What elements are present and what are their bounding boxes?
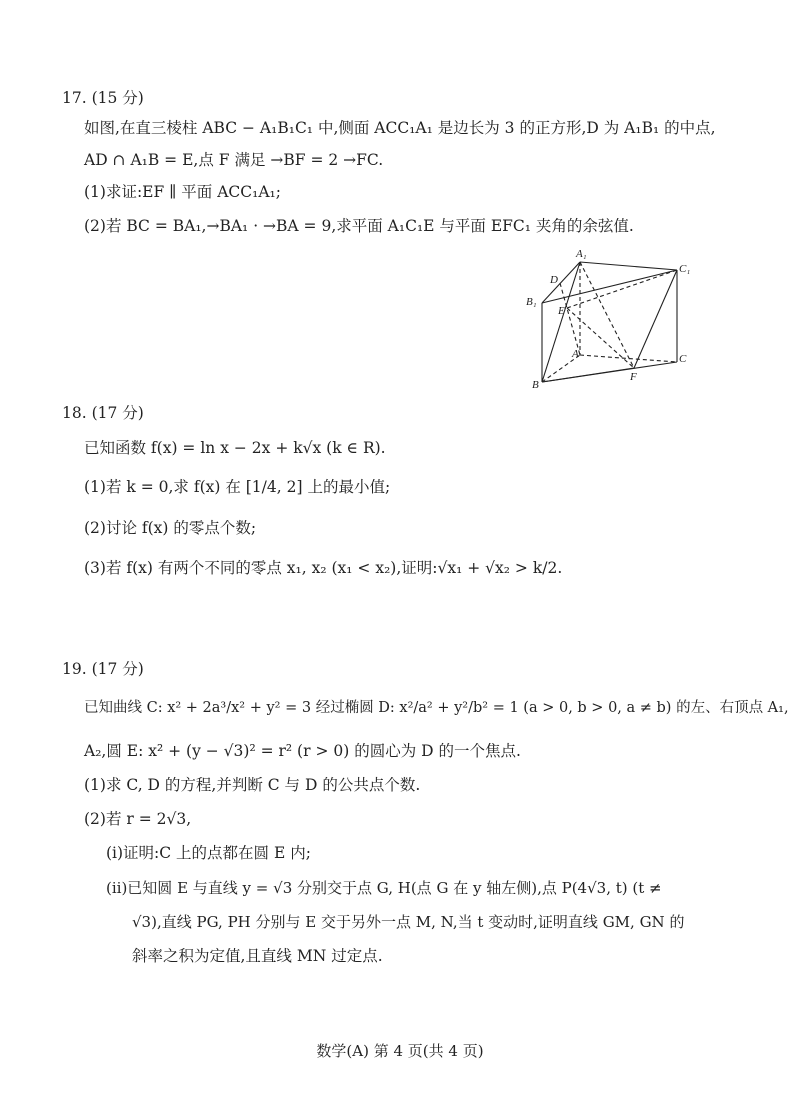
label-C: C [679,353,687,365]
problem-18-header: 18. (17 分) [62,404,144,422]
page-footer: 数学(A) 第 4 页(共 4 页) [316,1042,484,1060]
problem-18-part-1: (1)若 k = 0,求 f(x) 在 [1/4, 2] 上的最小值; [84,478,391,496]
problem-17-line-1: 如图,在直三棱柱 ABC − A₁B₁C₁ 中,侧面 ACC₁A₁ 是边长为 3 的正方形,D 为 A₁B₁ 的中点, [84,119,716,137]
problem-17-part-1: (1)求证:EF ∥ 平面 ACC₁A₁; [84,183,281,201]
problem-19-part-1: (1)求 C, D 的方程,并判断 C 与 D 的公共点个数. [84,776,421,794]
label-F: F [630,371,637,383]
problem-18-part-2: (2)讨论 f(x) 的零点个数; [84,519,257,537]
problem-18-part-3: (3)若 f(x) 有两个不同的零点 x₁, x₂ (x₁ < x₂),证明:√x₁ + √x₂ > k/2. [84,559,563,577]
prism-figure [520,245,700,395]
label-C1: C₁ [679,263,691,275]
problem-19-part-2: (2)若 r = 2√3, [84,810,192,828]
label-D: D [550,274,558,286]
problem-17-line-2: AD ∩ A₁B = E,点 F 满足 →BF = 2 →FC. [84,151,384,169]
label-E: E [558,305,565,317]
problem-19-line-1: 已知曲线 C: x² + 2a³/x² + y² = 3 经过椭圆 D: x²/a² + y²/b² = 1 (a > 0, b > 0, a ≠ b) 的左、右顶点 A₁, [84,700,789,716]
problem-19-line-2: A₂,圆 E: x² + (y − √3)² = r² (r > 0) 的圆心为 D 的一个焦点. [84,742,521,760]
problem-19-sub-ii-line-3: 斜率之积为定值,且直线 MN 过定点. [132,947,383,965]
problem-19-sub-ii-line-1: (ⅱ)已知圆 E 与直线 y = √3 分别交于点 G, H(点 G 在 y 轴左侧),点 P(4√3, t) (t ≠ [106,879,662,897]
problem-18-line-1: 已知函数 f(x) = ln x − 2x + k√x (k ∈ R). [84,439,386,457]
problem-17-part-2: (2)若 BC = BA₁,→BA₁ · →BA = 9,求平面 A₁C₁E 与平面 EFC₁ 夹角的余弦值. [84,217,634,235]
label-A: A [572,348,579,360]
problem-17-header: 17. (15 分) [62,89,144,107]
label-A1: A₁ [576,248,587,260]
problem-19-sub-ii-line-2: √3),直线 PG, PH 分别与 E 交于另外一点 M, N,当 t 变动时,证明直线 GM, GN 的 [132,913,685,931]
label-B: B [532,379,539,391]
label-B1: B₁ [526,296,537,308]
problem-19-sub-i: (ⅰ)证明:C 上的点都在圆 E 内; [106,844,311,862]
problem-19-header: 19. (17 分) [62,660,144,678]
